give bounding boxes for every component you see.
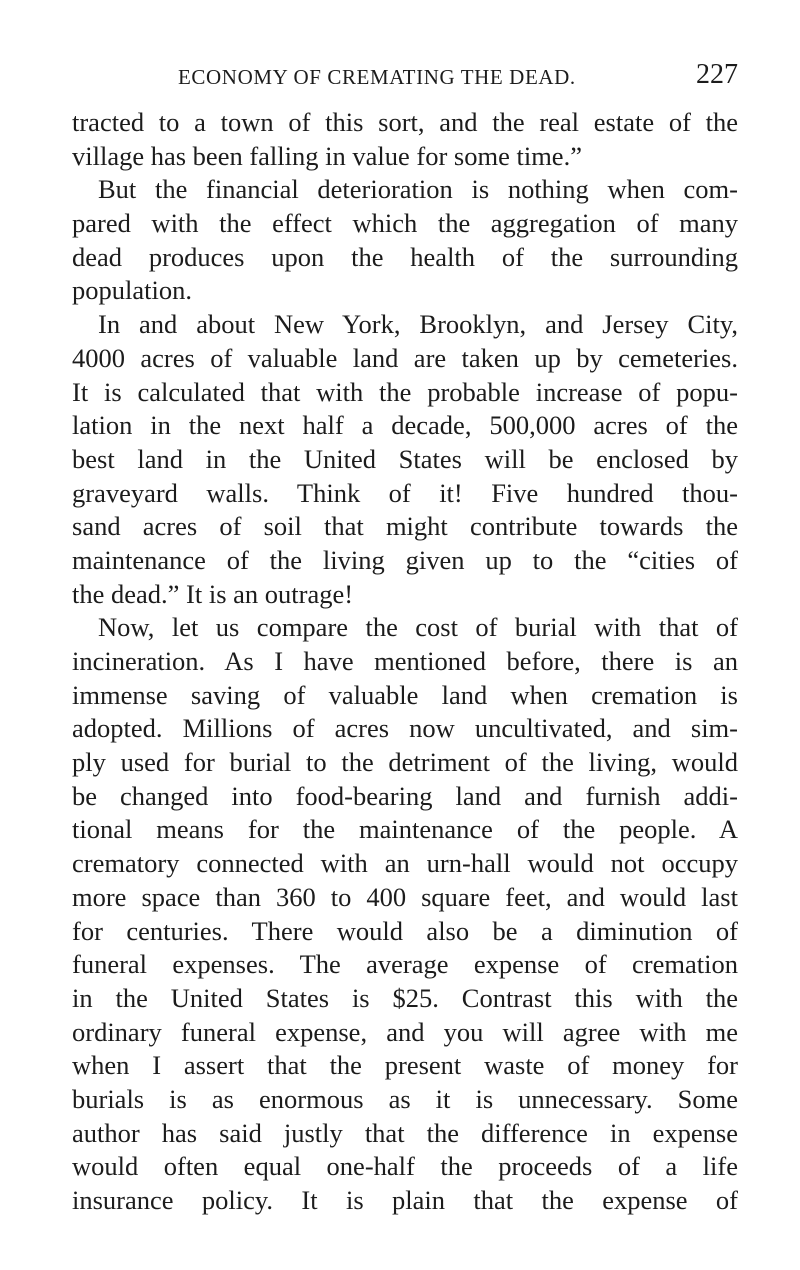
text-line: more space than 360 to 400 square feet, and would last xyxy=(72,881,738,912)
text-line: tracted to a town of this sort, and the real estate of the xyxy=(72,107,738,137)
text-line: in the United States is $25. Contrast this with the xyxy=(72,982,738,1013)
text-line: funeral expenses. The average expense of cremation xyxy=(72,949,738,980)
text-line: pared with the effect which the aggregation of many xyxy=(72,208,738,239)
running-title: ECONOMY OF CREMATING THE DEAD. xyxy=(178,65,576,89)
text-line: crematory connected with an urn-hall would not occupy xyxy=(72,848,738,879)
text-line: graveyard walls. Think of it! Five hundred thou- xyxy=(72,477,738,508)
running-head xyxy=(178,59,738,99)
text-line: ply used for burial to the detriment of the living, would xyxy=(72,747,738,778)
text-line: dead produces upon the health of the surrounding xyxy=(72,241,738,272)
text-line: when I assert that the present waste of money for xyxy=(72,1050,738,1081)
text-line: 4000 acres of valuable land are taken up by cemeteries. xyxy=(72,342,738,373)
body-text xyxy=(72,106,738,1218)
text-line: be changed into food-bearing land and furnish addi- xyxy=(72,780,738,811)
text-line: population. xyxy=(72,275,192,306)
text-line: ordinary funeral expense, and you will agree with me xyxy=(72,1016,738,1047)
text-line: adopted. Millions of acres now uncultivated, and sim- xyxy=(72,713,738,744)
text-line: author has said justly that the difference in expense xyxy=(72,1117,738,1148)
text-line: But the financial deterioration is nothing when com- xyxy=(98,174,738,205)
text-line: tional means for the maintenance of the people. A xyxy=(72,814,738,845)
text-line: insurance policy. It is plain that the expense of xyxy=(72,1185,738,1215)
page-number: 227 xyxy=(696,59,738,90)
text-line: best land in the United States will be enclosed by xyxy=(72,443,738,474)
text-line: In and about New York, Brooklyn, and Jersey City, xyxy=(98,309,738,340)
text-line: maintenance of the living given up to the “cities of xyxy=(72,544,738,575)
text-line: village has been falling in value for some time.” xyxy=(72,140,582,171)
text-line: incineration. As I have mentioned before, there is an xyxy=(72,646,738,676)
text-line: It is calculated that with the probable increase of popu- xyxy=(72,376,738,407)
text-line: for centuries. There would also be a diminution of xyxy=(72,915,738,946)
text-line: immense saving of valuable land when cremation is xyxy=(72,679,738,710)
text-line: burials is as enormous as it is unnecessary. Some xyxy=(72,1083,738,1114)
text-line: sand acres of soil that might contribute towards the xyxy=(72,511,738,542)
text-line: the dead.” It is an outrage! xyxy=(72,578,354,609)
text-line: would often equal one-half the proceeds of a life xyxy=(72,1151,738,1182)
text-line: lation in the next half a decade, 500,000 acres of the xyxy=(72,410,738,441)
text-line: Now, let us compare the cost of burial with that of xyxy=(98,612,738,643)
